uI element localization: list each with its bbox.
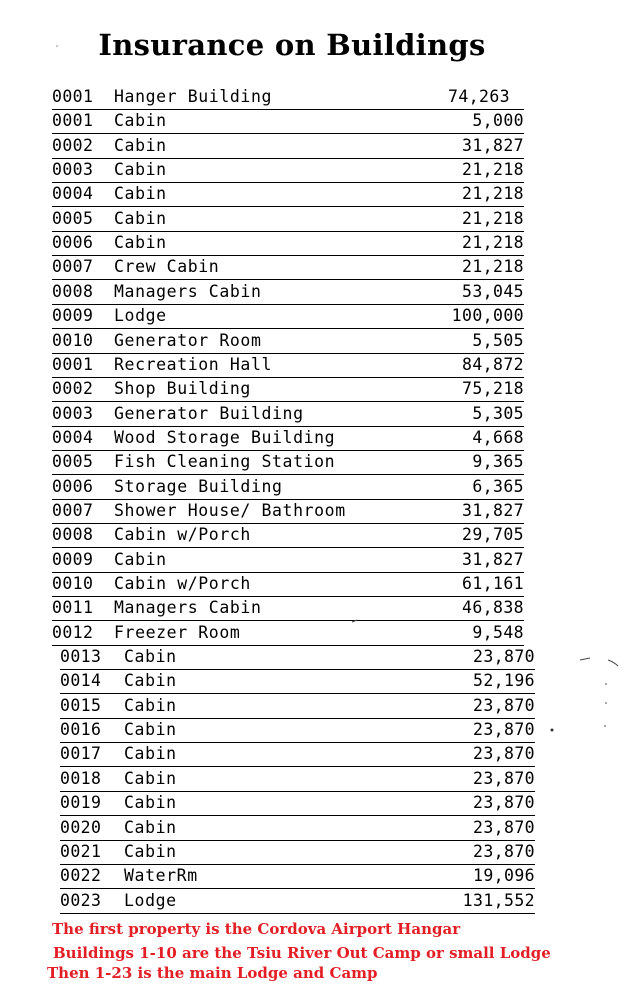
building-name: Cabin — [124, 720, 177, 740]
insured-value: 46,838 — [461, 598, 524, 618]
building-name: Managers Cabin — [114, 281, 262, 301]
building-number: 0013 — [60, 647, 102, 667]
underline-rule — [52, 377, 524, 378]
insured-value: 23,870 — [472, 647, 535, 667]
ledger-row — [60, 793, 535, 813]
building-number: 0014 — [60, 671, 102, 691]
ledger-row — [52, 184, 524, 204]
insured-value: 21,218 — [461, 233, 524, 253]
building-name: Cabin — [124, 671, 177, 691]
ledger-row — [52, 87, 524, 107]
scan-mark — [605, 683, 607, 685]
underline-rule — [60, 840, 535, 841]
ledger-row — [52, 477, 524, 497]
building-name: Cabin — [124, 841, 177, 861]
building-name: Cabin — [114, 549, 167, 569]
ledger-row — [52, 428, 524, 448]
building-name: Cabin — [114, 208, 167, 228]
insured-value: 6,365 — [472, 476, 524, 496]
building-number: 0022 — [60, 866, 102, 886]
ledger-row — [52, 331, 524, 351]
building-name: Hanger Building — [114, 87, 273, 106]
underline-rule — [52, 401, 524, 402]
building-name: Cabin — [124, 768, 177, 788]
underline-rule — [60, 693, 535, 694]
insured-value: 53,045 — [461, 281, 524, 301]
insured-value: 19,096 — [472, 866, 535, 886]
building-number: 0004 — [52, 184, 94, 204]
insured-value: 84,872 — [461, 354, 524, 374]
building-number: 0008 — [52, 281, 94, 301]
ledger-row — [52, 598, 524, 618]
insured-value: 5,505 — [472, 330, 524, 350]
building-number: 0001 — [52, 111, 94, 131]
building-name: Shop Building — [114, 379, 251, 399]
note-line: Buildings 1-10 are the Tsiu River Out Camp or small Lodge — [53, 944, 551, 962]
building-name: Cabin — [114, 184, 167, 204]
insured-value: 5,305 — [472, 403, 524, 423]
insured-value: 21,218 — [461, 184, 524, 204]
ledger-row — [60, 769, 535, 789]
building-name: Fish Cleaning Station — [114, 452, 336, 472]
building-number: 0012 — [52, 622, 94, 642]
insured-value: 23,870 — [472, 817, 535, 837]
building-name: Managers Cabin — [114, 598, 262, 618]
ledger-row — [52, 209, 524, 229]
underline-rule — [52, 547, 524, 548]
building-number: 0020 — [60, 817, 102, 837]
ledger-row — [52, 525, 524, 545]
underline-rule — [52, 596, 524, 597]
insured-value: 5,000 — [472, 111, 524, 131]
ledger-row — [52, 282, 524, 302]
building-name: Storage Building — [114, 476, 283, 496]
ledger-row — [52, 136, 524, 156]
underline-rule — [52, 158, 524, 159]
building-number: 0009 — [52, 306, 94, 326]
building-number: 0006 — [52, 476, 94, 496]
ledger-row — [60, 671, 535, 691]
ledger-row — [60, 818, 535, 838]
building-name: Wood Storage Building — [114, 427, 336, 447]
building-number: 0023 — [60, 890, 102, 910]
underline-rule — [52, 304, 524, 305]
building-number: 0006 — [52, 233, 94, 253]
note-line: Then 1-23 is the main Lodge and Camp — [47, 964, 378, 982]
note-line: The first property is the Cordova Airport Hangar — [52, 920, 461, 938]
underline-rule — [52, 620, 524, 621]
building-number: 0015 — [60, 695, 102, 715]
underline-rule — [60, 791, 535, 792]
building-number: 0003 — [52, 403, 94, 423]
building-number: 0002 — [52, 379, 94, 399]
ledger-row — [52, 306, 524, 326]
insured-value: 9,365 — [472, 452, 524, 472]
underline-rule — [52, 474, 524, 475]
insured-value: 74,263 — [447, 87, 510, 106]
building-number: 0021 — [60, 841, 102, 861]
insured-value: 29,705 — [461, 525, 524, 545]
insured-value: 75,218 — [461, 379, 524, 399]
underline-rule — [52, 450, 524, 451]
insured-value: 23,870 — [472, 768, 535, 788]
ledger-row — [52, 257, 524, 277]
building-number: 0016 — [60, 720, 102, 740]
underline-rule — [52, 353, 524, 354]
ledger-row — [52, 452, 524, 472]
ledger-row — [60, 842, 535, 862]
underline-rule — [60, 815, 535, 816]
ledger-row — [52, 355, 524, 375]
scan-mark — [608, 660, 618, 666]
insured-value: 23,870 — [472, 720, 535, 740]
building-number: 0005 — [52, 208, 94, 228]
building-name: Generator Building — [114, 403, 304, 423]
insured-value: 21,218 — [461, 208, 524, 228]
building-number: 0011 — [52, 598, 94, 618]
building-name: Cabin — [114, 111, 167, 131]
underline-rule — [52, 255, 524, 256]
building-name: Generator Room — [114, 330, 262, 350]
ledger-row — [52, 111, 524, 131]
building-name: Cabin w/Porch — [114, 574, 251, 593]
building-name: Lodge — [124, 890, 177, 910]
underline-rule — [60, 864, 535, 865]
ledger-row — [52, 550, 524, 570]
building-number: 0003 — [52, 160, 94, 180]
underline-rule — [52, 499, 524, 500]
underline-rule — [60, 669, 535, 670]
insured-value: 31,827 — [461, 500, 524, 520]
page-title: Insurance on Buildings — [98, 28, 486, 62]
underline-rule — [52, 109, 524, 110]
underline-rule — [52, 206, 524, 207]
underline-rule — [52, 645, 524, 646]
building-number: 0009 — [52, 549, 94, 569]
building-name: Crew Cabin — [114, 257, 220, 277]
insured-value: 4,668 — [472, 427, 524, 447]
underline-rule — [52, 231, 524, 232]
underline-rule — [52, 426, 524, 427]
ledger-row — [52, 160, 524, 180]
building-number: 0019 — [60, 793, 102, 813]
building-number: 0001 — [52, 87, 94, 106]
building-name: WaterRm — [124, 866, 198, 886]
building-number: 0002 — [52, 135, 94, 155]
ledger-row — [52, 623, 524, 643]
building-number: 0007 — [52, 257, 94, 277]
building-name: Cabin — [124, 744, 177, 764]
scan-mark — [551, 729, 554, 732]
underline-rule — [60, 766, 535, 767]
ledger-row — [60, 696, 535, 716]
scan-mark — [605, 702, 607, 704]
underline-rule — [52, 133, 524, 134]
building-number: 0018 — [60, 768, 102, 788]
insured-value: 23,870 — [472, 695, 535, 715]
building-name: Cabin — [114, 160, 167, 180]
building-number: 0004 — [52, 427, 94, 447]
insured-value: 21,218 — [461, 160, 524, 180]
ledger-row — [52, 379, 524, 399]
underline-rule — [52, 328, 524, 329]
underline-rule — [52, 523, 524, 524]
ledger-row — [52, 501, 524, 521]
building-number: 0007 — [52, 500, 94, 520]
ledger-row — [52, 233, 524, 253]
underline-rule — [52, 572, 524, 573]
insured-value: 52,196 — [472, 671, 535, 691]
scan-mark — [604, 725, 606, 727]
building-number: 0001 — [52, 354, 94, 374]
building-name: Cabin — [124, 647, 177, 667]
building-number: 0017 — [60, 744, 102, 764]
insured-value: 31,827 — [461, 135, 524, 155]
building-number: 0008 — [52, 525, 94, 545]
insured-value: 9,548 — [472, 622, 524, 642]
ledger-row — [60, 891, 535, 911]
building-name: Cabin w/Porch — [114, 525, 251, 545]
building-name: Lodge — [114, 306, 167, 326]
building-number: 0010 — [52, 330, 94, 350]
underline-rule — [60, 913, 535, 914]
underline-rule — [52, 182, 524, 183]
building-name: Cabin — [124, 695, 177, 715]
building-name: Cabin — [124, 817, 177, 837]
ledger-row — [52, 574, 524, 594]
insured-value: 23,870 — [472, 793, 535, 813]
underline-rule — [60, 718, 535, 719]
underline-rule — [52, 279, 524, 280]
insured-value: 31,827 — [461, 549, 524, 569]
building-name: Recreation Hall — [114, 354, 273, 374]
building-number: 0005 — [52, 452, 94, 472]
building-name: Freezer Room — [114, 622, 241, 642]
insured-value: 23,870 — [472, 744, 535, 764]
building-name: Shower House/ Bathroom — [114, 500, 346, 520]
underline-rule — [60, 742, 535, 743]
underline-rule — [60, 888, 535, 889]
ledger-row — [60, 647, 535, 667]
ledger-row — [60, 744, 535, 764]
insured-value: 21,218 — [461, 257, 524, 277]
insured-value: 131,552 — [462, 890, 535, 910]
insured-value: 23,870 — [472, 841, 535, 861]
ledger-row — [60, 866, 535, 886]
building-name: Cabin — [124, 793, 177, 813]
scan-mark — [580, 658, 590, 660]
insured-value: 61,161 — [461, 574, 524, 593]
building-name: Cabin — [114, 233, 167, 253]
insured-value: 100,000 — [451, 306, 524, 326]
building-number: 0010 — [52, 574, 94, 593]
ledger-row — [52, 404, 524, 424]
ledger-row — [60, 720, 535, 740]
building-name: Cabin — [114, 135, 167, 155]
